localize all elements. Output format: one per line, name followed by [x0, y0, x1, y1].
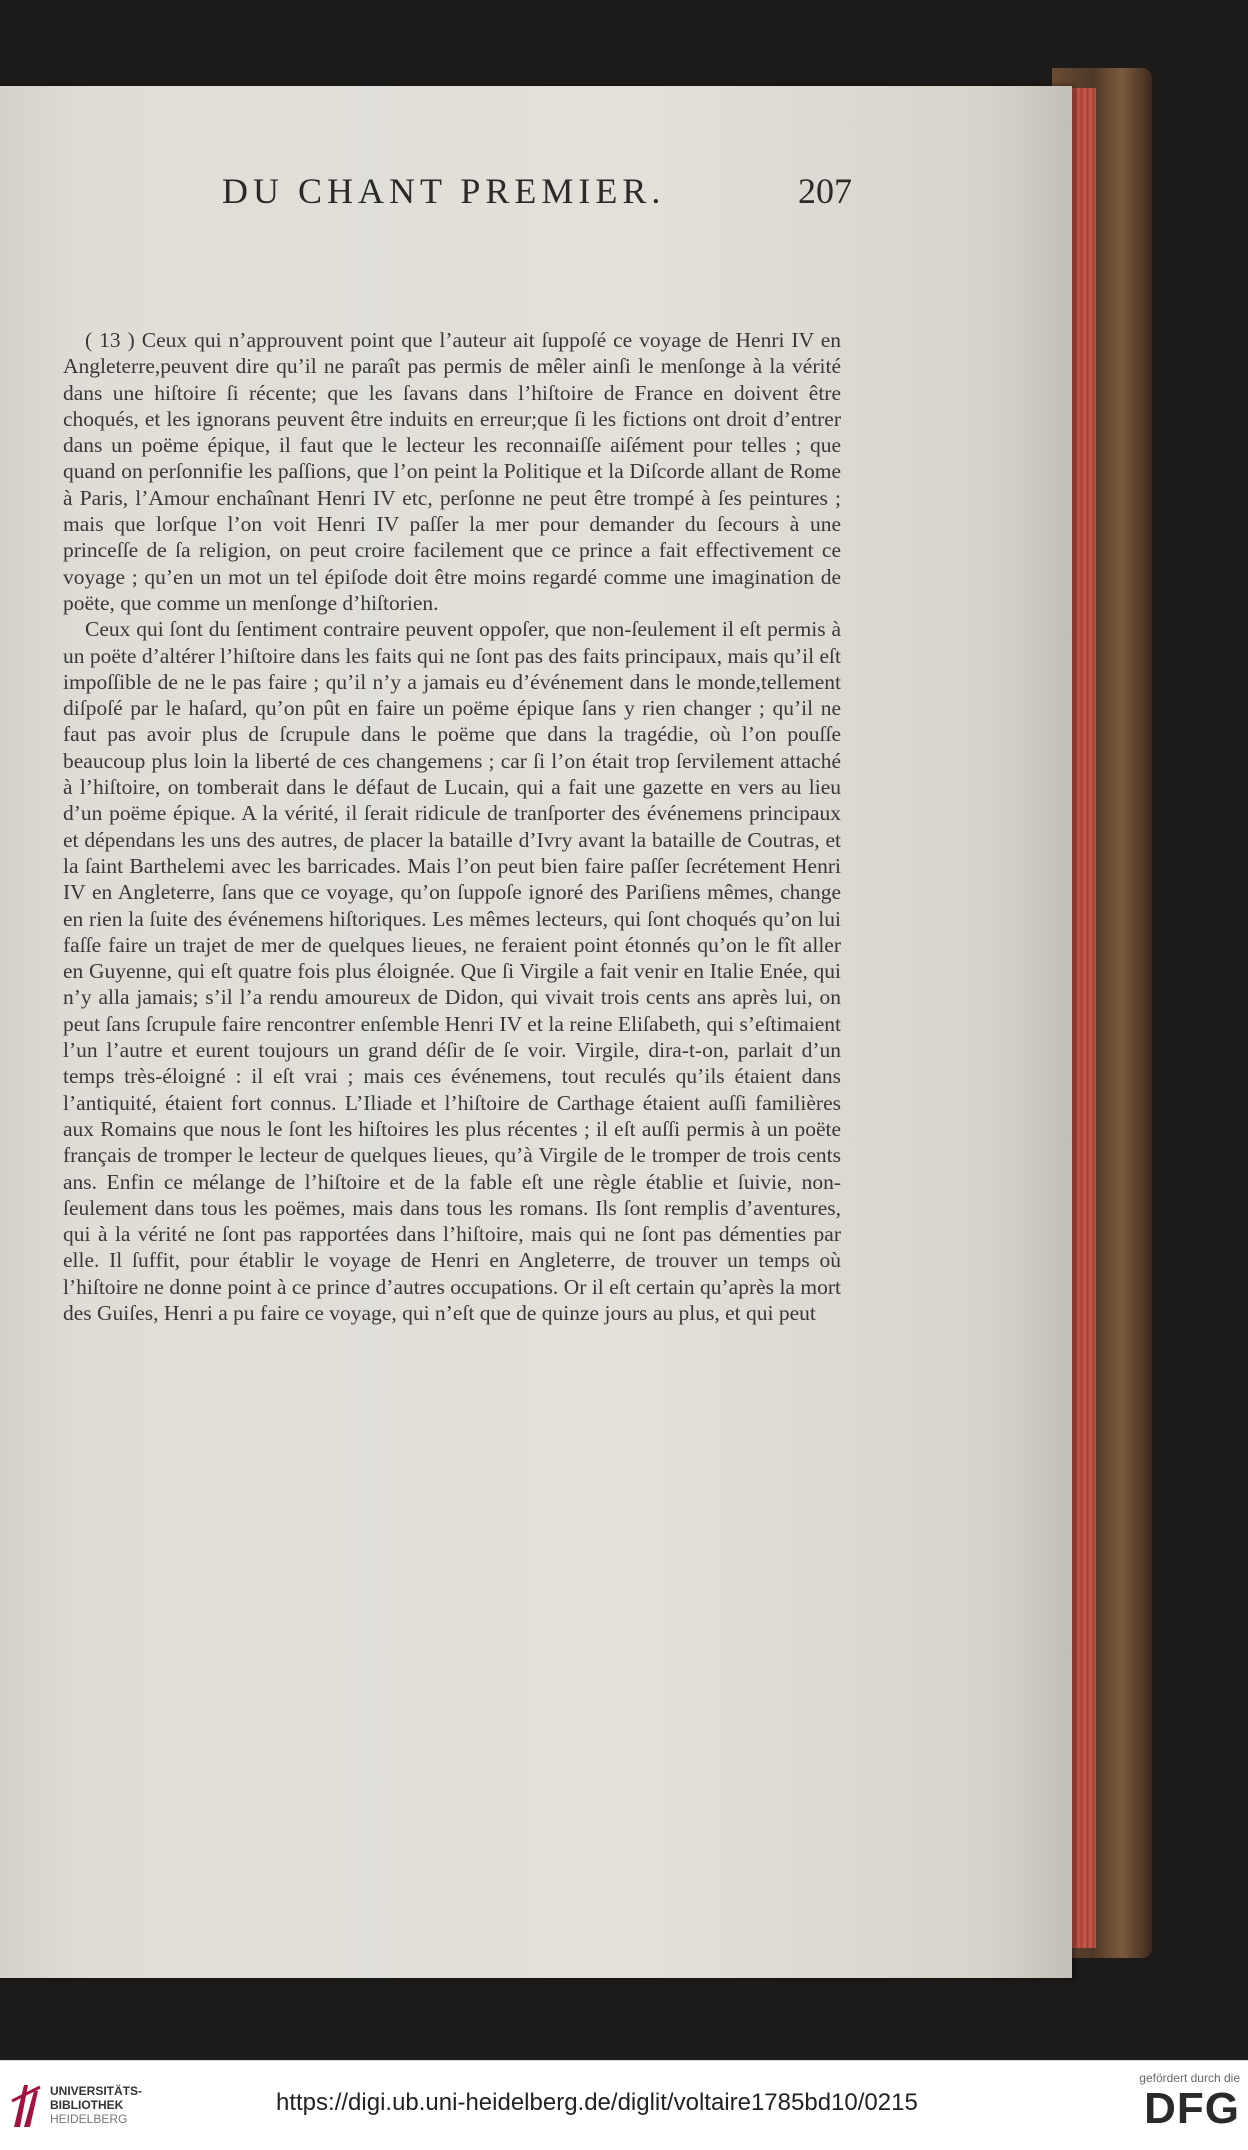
- library-emblem-icon: [10, 2079, 44, 2131]
- running-head-title: DU CHANT PREMIER.: [222, 171, 666, 211]
- paragraph-counter-argument: Ceux qui ſont du ſentiment contraire peuvent oppoſer, que non-ſeulement il eſt permis à un poëte d’altérer l’hiſtoire dans les faits qui ne ſont pas des faits principaux, mais qu’il eſt impoſſible de ne le pas faire ; qu’il n’y a jamais eu d’événement dans le monde,tellement diſpoſé par le haſard, qu’on pût en faire un poëme épique ſans y rien changer ; qu’il ne faut pas avoir plus de ſcrupule dans le poëme que dans la tragédie, où l’on pouſſe beaucoup plus loin la liberté de ces changemens ; car ſi l’on était trop ſervilement attaché à l’hiſtoire, on tomberait dans le défaut de Lucain, qui a fait une gazette en vers au lieu d’un poëme épique. A la vérité, il ſerait ridicule de tranſporter des événemens principaux et dépendans les uns des autres, de placer la bataille d’Ivry avant la bataille de Coutras, et la ſaint Barthelemi avec les barricades. Mais l’on peut bien faire paſſer ſecrétement Henri IV en Angleterre, ſans que ce voyage, qu’on ſuppoſe ignoré des Pariſiens mêmes, change en rien la ſuite des événemens hiſtoriques. Les mêmes lecteurs, qui ſont choqués qu’on lui faſſe faire un trajet de mer de quelques lieues, ne feraient point étonnés qu’on le fît aller en Guyenne, qui eſt quatre fois plus éloignée. Que ſi Virgile a fait venir en Italie Enée, qui n’y alla jamais; s’il l’a rendu amoureux de Didon, qui vivait trois cents ans après lui, on peut ſans ſcrupule faire rencontrer enſemble Henri IV et la reine Eliſabeth, qui s’eſtimaient l’un l’autre et eurent toujours un grand déſir de ſe voir. Virgile, dira-t-on, parlait d’un temps très-éloigné : il eſt vrai ; mais ces événemens, tout reculés qu’ils étaient dans l’antiquité, étaient fort connus. L’Iliade et l’hiſtoire de Carthage étaient auſſi familières aux Romains que nous le ſont les hiſtoires les plus récentes ; il eſt auſſi permis à un poëte français de tromper le lecteur de quelques lieues, qu’à Virgile de le tromper de trois cents ans. Enfin ce mélange de l’hiſtoire et de la fable eſt une règle établie et ſuivie, non-ſeulement dans tous les poëmes, mais dans tous les romans. Ils ſont remplis d’aventures, qui à la vérité ne ſont pas rapportées dans l’hiſtoire, mais qui ne ſont pas démenties par elle. Il ſuffit, pour établir le voyage de Henri en Angleterre, de trouver un temps où l’hiſtoire ne donne point à ce prince d’autres occupations. Or il eſt certain qu’après la mort des Guiſes, Henri a pu faire ce voyage, qui n’eſt que de quinze jours au plus, et qui peut: [63, 617, 841, 1325]
- logo-line-1: UNIVERSITÄTS-: [50, 2084, 143, 2098]
- dfg-logo[interactable]: DFG: [1144, 2084, 1240, 2133]
- viewer-footer: [0, 2060, 1248, 2150]
- page-number: 207: [798, 171, 852, 211]
- library-logo[interactable]: [10, 2073, 170, 2137]
- funding-block: [1100, 2071, 1240, 2141]
- running-head: [222, 170, 852, 230]
- funding-caption: gefördert durch die: [1139, 2071, 1240, 2085]
- paragraph-note-13: ( 13 ) Ceux qui n’approuvent point que l’auteur ait ſuppoſé ce voyage de Henri IV en Angleterre,peuvent dire qu’il ne paraît pas permis de mêler ainſi le menſonge à la vérité dans une hiſtoire ſi récente; que les ſavans dans l’hiſtoire de France en doivent être choqués, et les ignorans peuvent être induits en erreur;que ſi les fictions ont droit d’entrer dans un poëme épique, il faut que le lecteur les reconnaiſſe aiſément pour telles ; que quand on perſonnifie les paſſions, que l’on peint la Politique et la Diſcorde allant de Rome à Paris, l’Amour enchaînant Henri IV etc, perſonne ne peut être trompé à ſes peintures ; mais que lorſque l’on voit Henri IV paſſer la mer pour demander du ſecours à une princeſſe de ſa religion, on peut croire facilement que ce prince a fait effectivement ce voyage ; qu’en un mot un tel épiſode doit être moins regardé comme une imagination de poëte, que comme un menſonge d’hiſtorien.: [63, 328, 841, 615]
- logo-line-3: HEIDELBERG: [50, 2112, 128, 2126]
- logo-line-2: BIBLIOTHEK: [50, 2098, 124, 2112]
- library-logo-text: [50, 2084, 142, 2126]
- permalink-url[interactable]: https://digi.ub.uni-heidelberg.de/diglit/voltaire1785bd10/0215: [276, 2089, 918, 2116]
- text-body: [63, 327, 841, 1326]
